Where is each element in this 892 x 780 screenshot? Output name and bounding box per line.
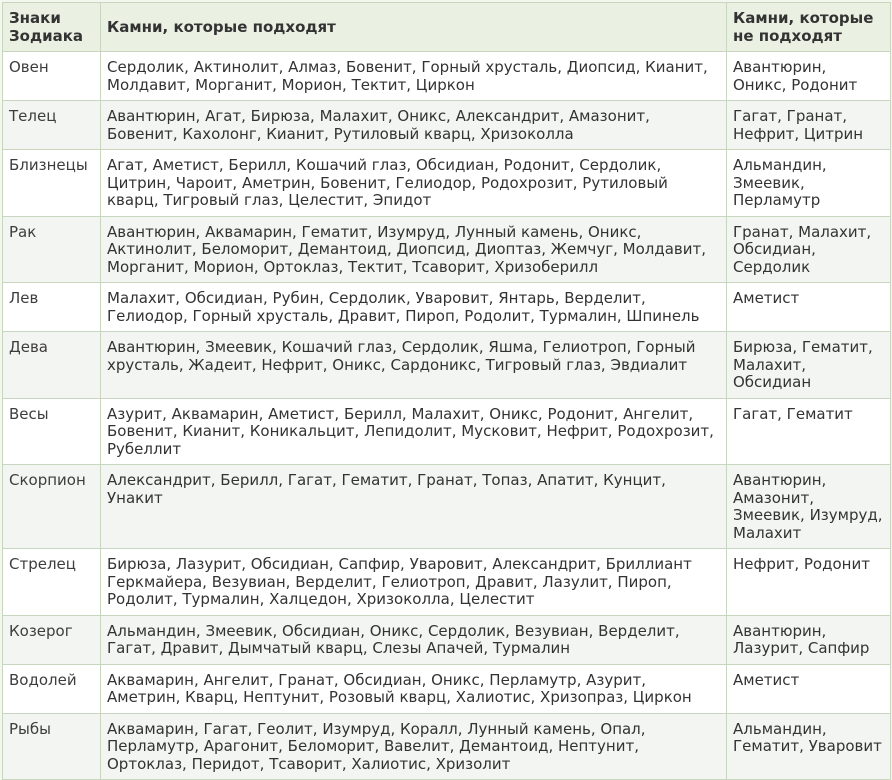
unsuitable-stones: Авантюрин, Оникс, Родонит [727,52,891,101]
table-row [3,549,891,616]
unsuitable-stones: Гранат, Малахит, Обсидиан, Сердолик [727,216,891,283]
header-suitable-stones: Камни, которые подходят [101,3,727,52]
table-row [3,216,891,283]
unsuitable-stones: Альмандин, Гематит, Уваровит [727,713,891,780]
unsuitable-stones: Нефрит, Родонит [727,549,891,616]
zodiac-sign: Телец [3,101,101,150]
suitable-stones: Аквамарин, Ангелит, Гранат, Обсидиан, Оникс, Перламутр, Азурит, Аметрин, Кварц, Нептунит, Розовый кварц, Халиотис, Хризопраз, Циркон [101,664,727,713]
unsuitable-stones: Бирюза, Гематит, Малахит, Обсидиан [727,332,891,399]
unsuitable-stones: Авантюрин, Лазурит, Сапфир [727,615,891,664]
zodiac-sign: Водолей [3,664,101,713]
table-row [3,150,891,217]
zodiac-sign: Весы [3,398,101,465]
zodiac-sign: Рак [3,216,101,283]
unsuitable-stones: Аметист [727,664,891,713]
table-row [3,664,891,713]
zodiac-sign: Близнецы [3,150,101,217]
unsuitable-stones: Аметист [727,283,891,332]
suitable-stones: Александрит, Берилл, Гагат, Гематит, Гранат, Топаз, Апатит, Кунцит, Унакит [101,465,727,549]
suitable-stones: Малахит, Обсидиан, Рубин, Сердолик, Уваровит, Янтарь, Верделит, Гелиодор, Горный хрусталь, Дравит, Пироп, Родолит, Турмалин, Шпинель [101,283,727,332]
table-row [3,332,891,399]
suitable-stones: Азурит, Аквамарин, Аметист, Берилл, Малахит, Оникс, Родонит, Ангелит, Бовенит, Кианит, Коникальцит, Лепидолит, Мусковит, Нефрит, Родохрозит, Рубеллит [101,398,727,465]
table-row [3,615,891,664]
zodiac-sign: Овен [3,52,101,101]
header-zodiac-signs: Знаки Зодиака [3,3,101,52]
suitable-stones: Аквамарин, Гагат, Геолит, Изумруд, Коралл, Лунный камень, Опал, Перламутр, Арагонит, Беломорит, Вавелит, Демантоид, Нептунит, Ортоклаз, Перидот, Тсаворит, Халиотис, Хризолит [101,713,727,780]
unsuitable-stones: Альмандин, Змеевик, Перламутр [727,150,891,217]
zodiac-sign: Стрелец [3,549,101,616]
suitable-stones: Сердолик, Актинолит, Алмаз, Бовенит, Горный хрусталь, Диопсид, Кианит, Молдавит, Морганит, Морион, Тектит, Циркон [101,52,727,101]
table-row [3,52,891,101]
zodiac-sign: Дева [3,332,101,399]
unsuitable-stones: Гагат, Гематит [727,398,891,465]
table-row [3,398,891,465]
zodiac-stones-table [2,2,891,780]
suitable-stones: Авантюрин, Аквамарин, Гематит, Изумруд, Лунный камень, Оникс, Актинолит, Беломорит, Демантоид, Диопсид, Диоптаз, Жемчуг, Молдавит, Морганит, Морион, Ортоклаз, Тектит, Тсаворит, Хризоберилл [101,216,727,283]
table-row [3,465,891,549]
table-row [3,283,891,332]
header-unsuitable-stones: Камни, которые не подходят [727,3,891,52]
suitable-stones: Авантюрин, Змеевик, Кошачий глаз, Сердолик, Яшма, Гелиотроп, Горный хрусталь, Жадеит, Нефрит, Оникс, Сардоникс, Тигровый глаз, Эвдиалит [101,332,727,399]
zodiac-sign: Скорпион [3,465,101,549]
table-header-row [3,3,891,52]
suitable-stones: Авантюрин, Агат, Бирюза, Малахит, Оникс, Александрит, Амазонит, Бовенит, Кахолонг, Кианит, Рутиловый кварц, Хризоколла [101,101,727,150]
zodiac-sign: Рыбы [3,713,101,780]
unsuitable-stones: Авантюрин, Амазонит, Змеевик, Изумруд, Малахит [727,465,891,549]
suitable-stones: Агат, Аметист, Берилл, Кошачий глаз, Обсидиан, Родонит, Сердолик, Цитрин, Чароит, Аметрин, Бовенит, Гелиодор, Родохрозит, Рутиловый кварц, Тигровый глаз, Целестит, Эпидот [101,150,727,217]
suitable-stones: Бирюза, Лазурит, Обсидиан, Сапфир, Уваровит, Александрит, Бриллиант Геркмайера, Везувиан, Верделит, Гелиотроп, Дравит, Лазулит, Пироп, Родолит, Турмалин, Халцедон, Хризоколла, Целестит [101,549,727,616]
table-row [3,101,891,150]
suitable-stones: Альмандин, Змеевик, Обсидиан, Оникс, Сердолик, Везувиан, Верделит, Гагат, Дравит, Дымчатый кварц, Слезы Апачей, Турмалин [101,615,727,664]
zodiac-sign: Лев [3,283,101,332]
unsuitable-stones: Гагат, Гранат, Нефрит, Цитрин [727,101,891,150]
table-row [3,713,891,780]
zodiac-sign: Козерог [3,615,101,664]
